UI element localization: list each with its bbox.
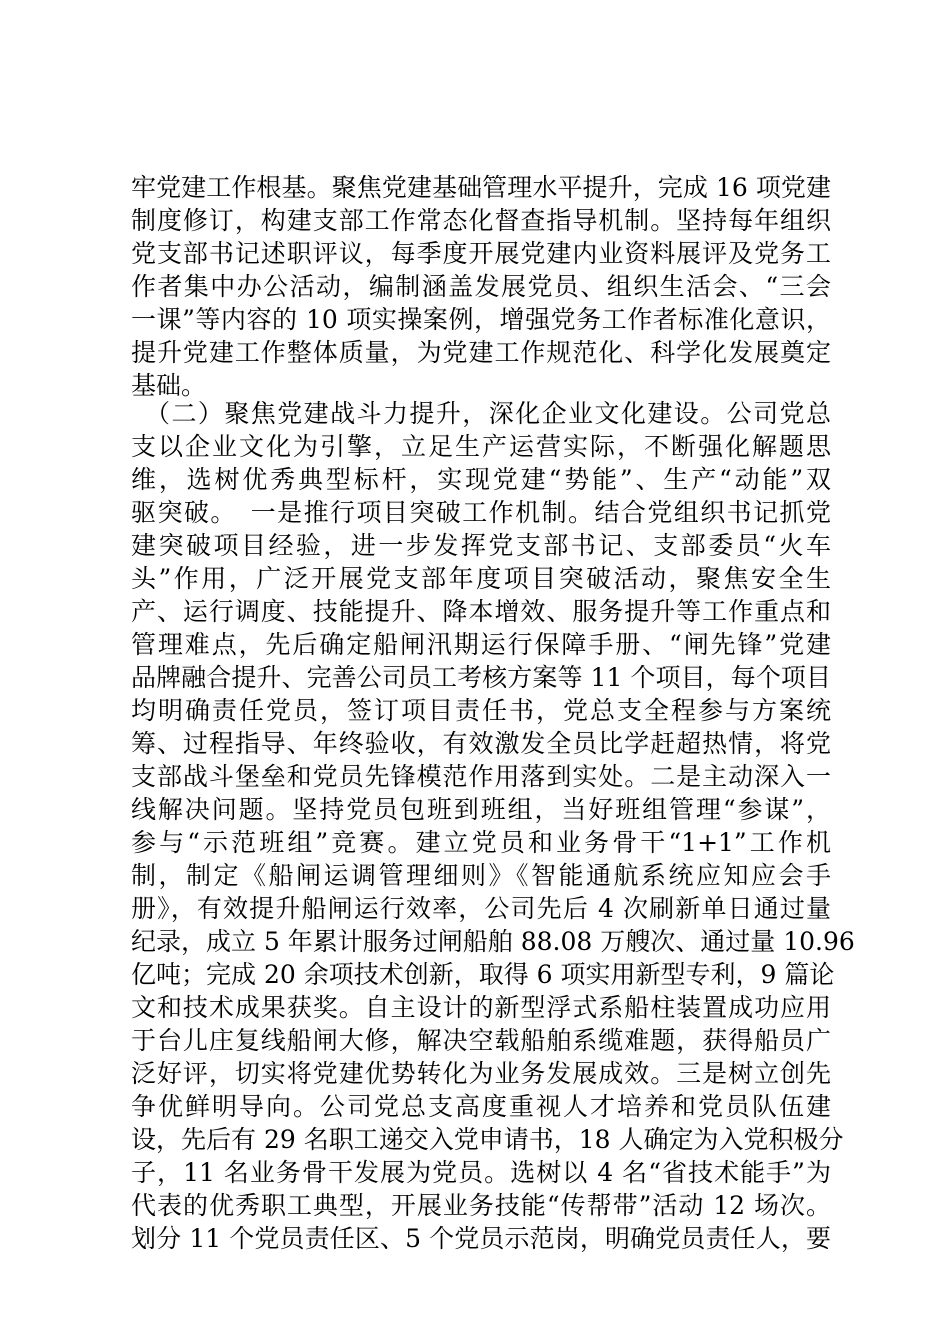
text-line: 代表的优秀职工典型，开展业务技能“传帮带”活动 12 场次。 bbox=[131, 1191, 831, 1220]
text-line: 作者集中办公活动，编制涵盖发展党员、组织生活会、“三会 bbox=[131, 272, 831, 301]
text-line: 于台儿庄复线船闸大修，解决空载船舶系缆难题，获得船员广 bbox=[131, 1026, 831, 1055]
paragraph-1 bbox=[131, 171, 831, 402]
text-line: 驱突破。 一是推行项目突破工作机制。结合党组织书记抓党 bbox=[131, 498, 831, 527]
text-line: 管理难点，先后确定船闸汛期运行保障手册、“闸先锋”党建 bbox=[131, 630, 831, 659]
text-line: 制度修订，构建支部工作常态化督查指导机制。坚持每年组织 bbox=[131, 206, 831, 235]
text-line: 亿吨；完成 20 余项技术创新，取得 6 项实用新型专利，9 篇论 bbox=[131, 960, 835, 989]
text-line: 文和技术成果获奖。自主设计的新型浮式系船柱装置成功应用 bbox=[131, 993, 831, 1022]
paragraph-2 bbox=[131, 397, 855, 1255]
text-line: 争优鲜明导向。公司党总支高度重视人才培养和党员队伍建 bbox=[131, 1092, 831, 1121]
text-line: 册》，有效提升船闸运行效率，公司先后 4 次刷新单日通过量 bbox=[131, 894, 831, 923]
text-line: 牢党建工作根基。聚焦党建基础管理水平提升，完成 16 项党建 bbox=[131, 173, 831, 202]
text-line: 均明确责任党员，签订项目责任书，党总支全程参与方案统 bbox=[131, 696, 831, 725]
text-line: 划分 11 个党员责任区、5 个党员示范岗，明确党员责任人，要 bbox=[131, 1224, 831, 1253]
text-line: 提升党建工作整体质量，为党建工作规范化、科学化发展奠定 bbox=[131, 338, 831, 367]
text-line: 一课”等内容的 10 项实操案例，增强党务工作者标准化意识， bbox=[131, 305, 831, 334]
text-line: 设，先后有 29 名职工递交入党申请书，18 人确定为入党积极分 bbox=[131, 1125, 844, 1154]
text-line: 建突破项目经验，进一步发挥党支部书记、支部委员“火车 bbox=[131, 531, 831, 560]
text-line: 支部战斗堡垒和党员先锋模范作用落到实处。二是主动深入一 bbox=[131, 762, 831, 791]
text-line: 产、运行调度、技能提升、降本增效、服务提升等工作重点和 bbox=[131, 597, 831, 626]
text-line: 基础。 bbox=[131, 371, 207, 400]
text-line: （二）聚焦党建战斗力提升，深化企业文化建设。公司党总 bbox=[145, 399, 831, 428]
text-line: 维，选树优秀典型标杆，实现党建“势能”、生产“动能”双 bbox=[131, 465, 831, 494]
text-line: 纪录，成立 5 年累计服务过闸船舶 88.08 万艘次、通过量 10.96 bbox=[131, 927, 855, 956]
text-line: 泛好评，切实将党建优势转化为业务发展成效。三是树立创先 bbox=[131, 1059, 831, 1088]
text-line: 品牌融合提升、完善公司员工考核方案等 11 个项目，每个项目 bbox=[131, 663, 831, 692]
text-line: 头”作用，广泛开展党支部年度项目突破活动，聚焦安全生 bbox=[131, 564, 831, 593]
text-line: 党支部书记述职评议，每季度开展党建内业资料展评及党务工 bbox=[131, 239, 831, 268]
text-line: 子，11 名业务骨干发展为党员。选树以 4 名“省技术能手”为 bbox=[131, 1158, 831, 1187]
text-line: 制，制定《船闸运调管理细则》《智能通航系统应知应会手 bbox=[131, 861, 831, 890]
text-line: 参与“示范班组”竞赛。建立党员和业务骨干“1+1”工作机 bbox=[131, 828, 831, 857]
text-line: 线解决问题。坚持党员包班到班组，当好班组管理“参谋”， bbox=[131, 795, 831, 824]
text-line: 支以企业文化为引擎，立足生产运营实际，不断强化解题思 bbox=[131, 432, 831, 461]
text-line: 筹、过程指导、年终验收，有效激发全员比学赶超热情，将党 bbox=[131, 729, 831, 758]
